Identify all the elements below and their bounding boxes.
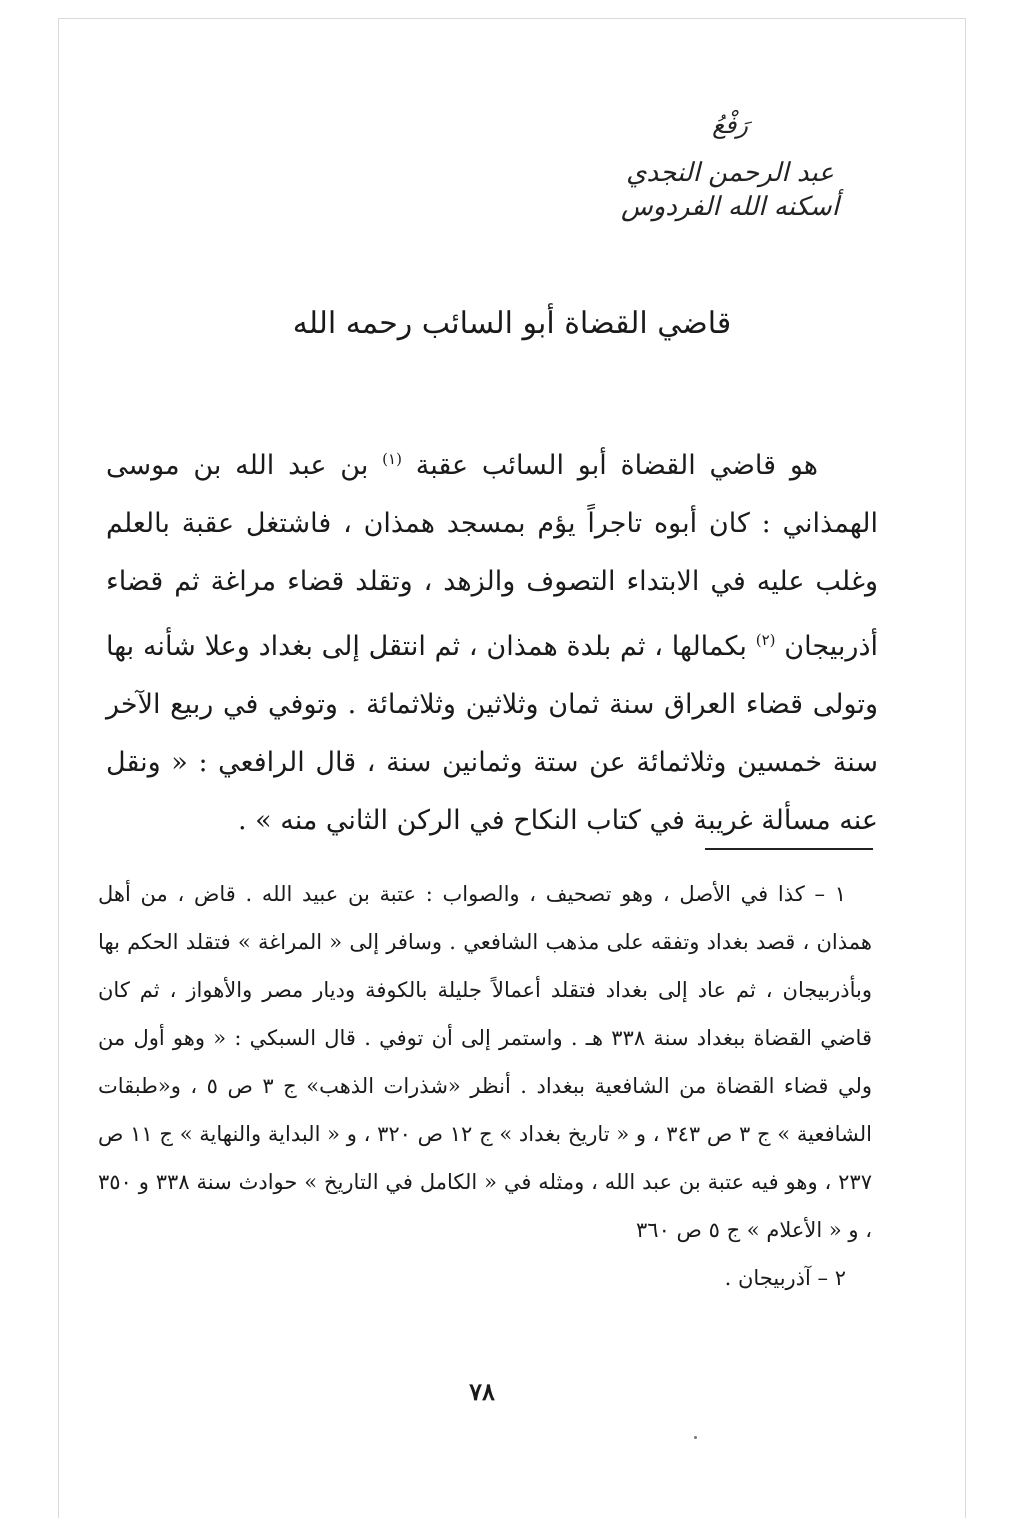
page-title: قاضي القضاة أبو السائب رحمه الله [292,306,732,341]
body-text-part-1: هو قاضي القضاة أبو السائب عقبة [415,450,819,481]
footnotes [98,870,872,1302]
body-text-part-2: بن عبد الله بن موسى الهمذاني : كان أبوه تاجراً يؤم بمسجد همذان ، فاشتغل عقبة بالعلم وغلب عليه في الابتداء التصوف والزهد ، وتقلد قضاء مراغة ثم قضاء أذربيجان [106,450,878,662]
page-number: ٧٨ [469,1377,495,1406]
footnote-divider [705,848,873,850]
footnote-ref-2: (٢) [755,631,776,649]
body-text-part-3: بكمالها ، ثم بلدة همذان ، ثم انتقل إلى بغداد وعلا شأنه بها وتولى قضاء العراق سنة ثمان وثلاثين وثلاثمائة . وتوفي في ربيع الآخر سنة خمسين وثلاثمائة عن ستة وثمانين سنة ، قال الرافعي : « ونقل عنه مسألة غريبة في كتاب النكاح في الركن الثاني منه » . [106,631,878,836]
footnote-2: ٢ – آذربيجان . [724,1266,846,1290]
footnote-1: ١ – كذا في الأصل ، وهو تصحيف ، والصواب : عتبة بن عبيد الله . قاض ، من أهل همذان ، قصد بغداد وتفقه على مذهب الشافعي . وسافر إلى « المراغة » فتقلد الحكم بها وبأذربيجان ، ثم عاد إلى بغداد فتقلد أعمالاً جليلة بالكوفة وديار مصر والأهواز ، ثم كان قاضي القضاة ببغداد سنة ٣٣٨ هـ . واستمر إلى أن توفي . قال السبكي : « وهو أول من ولي قضاء القضاة من الشافعية ببغداد . أنظر «شذرات الذهب» ج ٣ ص ٥ ، و«طبقات الشافعية » ج ٣ ص ٣٤٣ ، و « تاريخ بغداد » ج ١٢ ص ٣٢٠ ، و « البداية والنهاية » ج ١١ ص ٢٣٧ ، وهو فيه عتبة بن عبد الله ، ومثله في « الكامل في التاريخ » حوادث سنة ٣٣٨ و ٣٥٠ ، و « الأعلام » ج ٥ ص ٣٦٠ [98,882,872,1242]
main-paragraph [106,430,878,850]
owner-stamp [620,110,840,224]
speck-mark [694,1436,697,1439]
stamp-line-1: رَفْعُ [712,111,748,139]
stamp-line-2: عبد الرحمن النجدي [626,158,834,188]
stamp-line-3: أسكنه الله الفردوس [621,192,839,222]
footnote-ref-1: (١) [382,450,402,468]
